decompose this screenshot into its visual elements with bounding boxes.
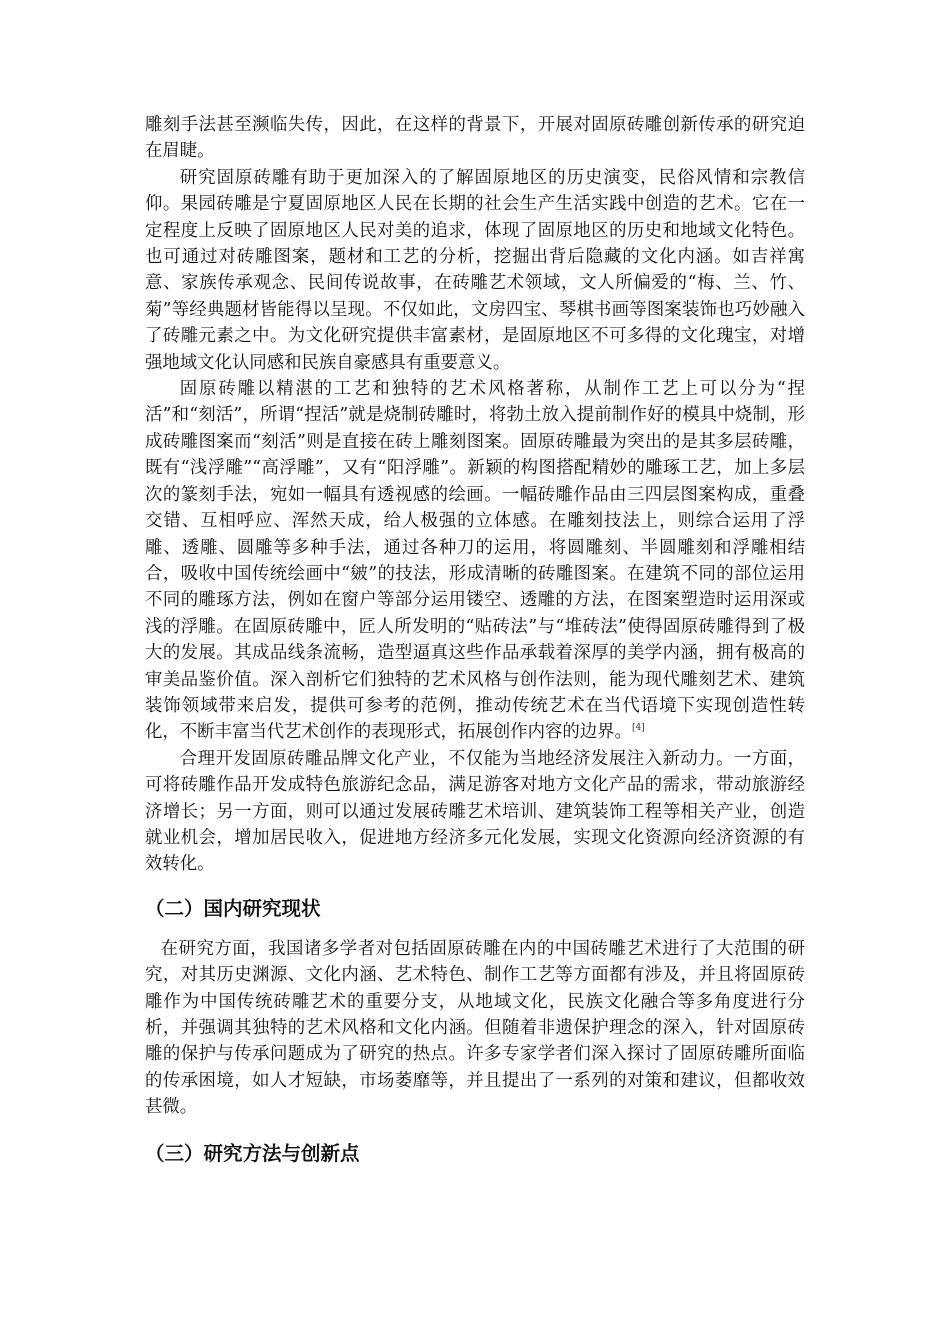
citation-marker: [4] bbox=[631, 723, 645, 734]
paragraph-domestic-research: 在研究方面，我国诸多学者对包括固原砖雕在内的中国砖雕艺术进行了大范围的研究，对其历史渊源、文化内涵、艺术特色、制作工艺等方面都有涉及，并且将固原砖雕作为中国传统砖雕艺术的重要分支，从地域文化，民族文化融合等多角度进行分析，并强调其独特的艺术风格和文化内涵。但随着非遗保护理念的深入，针对固原砖雕的保护与传承问题成为了研究的热点。许多专家学者们深入探讨了固原砖雕所面临的传承困境，如人才短缺，市场萎靡等，并且提出了一系列的对策和建议，但都收效甚微。 bbox=[145, 938, 805, 1118]
paragraph-continuation: 雕刻手法甚至濒临失传，因此，在这样的背景下，开展对固原砖雕创新传承的研究迫在眉睫。 bbox=[145, 115, 805, 162]
paragraph-industry-development: 合理开发固原砖雕品牌文化产业，不仅能为当地经济发展注入新动力。一方面，可将砖雕作品开发成特色旅游纪念品，满足游客对地方文化产品的需求，带动旅游经济增长；另一方面，则可以通过发展砖雕艺术培训、建筑装饰工程等相关产业，创造就业机会，增加居民收入，促进地方经济多元化发展，实现文化资源向经济资源的有效转化。 bbox=[145, 748, 805, 875]
paragraph-craft-style bbox=[145, 376, 805, 746]
paragraph-research-significance: 研究固原砖雕有助于更加深入的了解固原地区的历史演变，民俗风情和宗教信仰。果园砖雕是宁夏固原地区人民在长期的社会生产生活实践中创造的艺术。它在一定程度上反映了固原地区人民对美的追求，体现了固原地区的历史和地域文化特色。也可通过对砖雕图案，题材和工艺的分析，挖掘出背后隐藏的文化内涵。如吉祥寓意、家族传承观念、民间传说故事，在砖雕艺术领域，文人所偏爱的“梅、兰、竹、菊”等经典题材皆能得以呈现。不仅如此，文房四宝、琴棋书画等图案装饰也巧妙融入了砖雕元素之中。为文化研究提供丰富素材，是固原地区不可多得的文化瑰宝，对增强地域文化认同感和民族自豪感具有重要意义。 bbox=[145, 167, 805, 373]
document-page bbox=[145, 112, 805, 1169]
paragraph-craft-style-text: 固原砖雕以精湛的工艺和独特的艺术风格著称，从制作工艺上可以分为“捏活”和“刻活”，所谓“捏活”就是烧制砖雕时，将勃土放入提前制作好的模具中烧制，形成砖雕图案而“刻活”则是直接在砖上雕刻图案。固原砖雕最为突出的是其多层砖雕，既有“浅浮雕”“高浮雕”，又有“阳浮雕”。新颖的构图搭配精妙的雕琢工艺，加上多层次的篆刻手法，宛如一幅具有透视感的绘画。一幅砖雕作品由三四层图案构成，重叠交错、互相呼应、浑然天成，给人极强的立体感。在雕刻技法上，则综合运用了浮雕、透雕、圆雕等多种手法，通过各种刀的运用，将圆雕刻、半圆雕刻和浮雕相结合，吸收中国传统绘画中“皴”的技法，形成清晰的砖雕图案。在建筑不同的部位运用不同的雕琢方法，例如在窗户等部分运用镂空、透雕的方法，在图案塑造时运用深或浅的浮雕。在固原砖雕中，匠人所发明的“贴砖法”与“堆砖法”使得固原砖雕得到了极大的发展。其成品线条流畅，造型逼真这些作品承载着深厚的美学内涵，拥有极高的审美品鉴价值。深入剖析它们独特的艺术风格与创作法则，能为现代雕刻艺术、建筑装饰领域带来启发，提供可参考的范例，推动传统艺术在当代语境下实现创造性转化，不断丰富当代艺术创作的表现形式，拓展创作内容的边界。 bbox=[145, 379, 805, 743]
section-heading-domestic-research: （二）国内研究现状 bbox=[145, 896, 321, 920]
section-heading-methods-innovation: （三）研究方法与创新点 bbox=[145, 1141, 360, 1165]
